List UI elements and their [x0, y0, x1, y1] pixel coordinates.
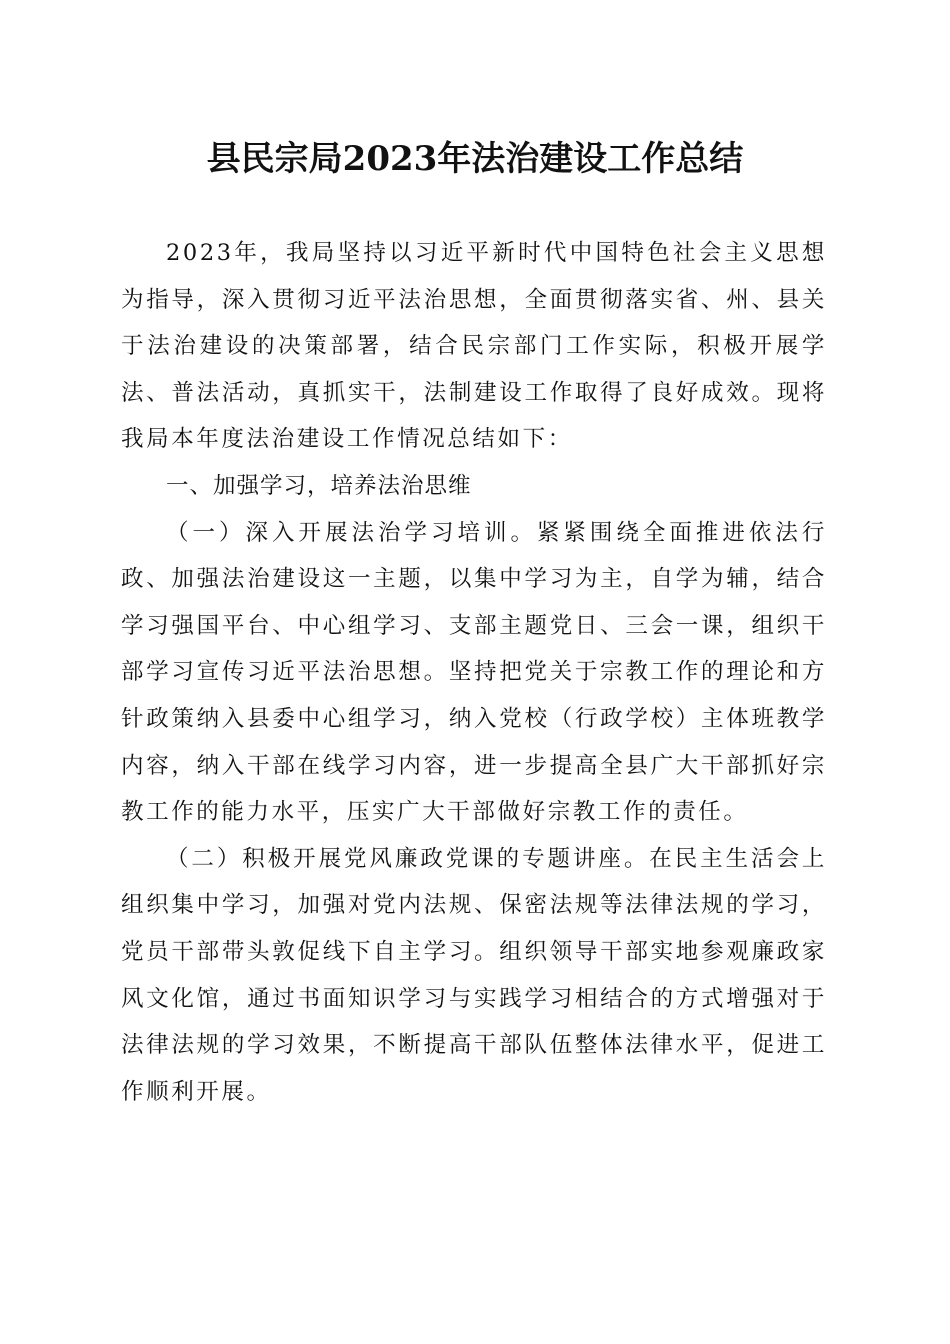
item-paragraph-1: [121, 510, 827, 836]
intro-paragraph: 2023年，我局坚持以习近平新时代中国特色社会主义思想为指导，深入贯彻习近平法治思想，全面贯彻落实省、州、县关于法治建设的决策部署，结合民宗部门工作实际，积极开展学法、普法活动，真抓实干，法制建设工作取得了良好成效。现将我局本年度法治建设工作情况总结如下：: [121, 240, 827, 453]
section-heading: 一、加强学习，培养法治思维: [166, 472, 472, 499]
item-lead-2: （二）积极开展党风廉政党课的专题讲座。: [166, 845, 650, 872]
item-paragraph-2: [121, 836, 827, 1116]
document-body: [121, 230, 827, 1115]
item-text-1: 紧紧围绕全面推进依法行政、加强法治建设这一主题，以集中学习为主，自学为辅，结合学习强国平台、中心组学习、支部主题党日、三会一课，组织干部学习宣传习近平法治思想。坚持把党关于宗教工作的理论和方针政策纳入县委中心组学习，纳入党校（行政学校）主体班教学内容，纳入干部在线学习内容，进一步提高全县广大干部抓好宗教工作的能力水平，压实广大干部做好宗教工作的责任。: [121, 519, 827, 826]
item-lead-1: （一）深入开展法治学习培训。: [166, 519, 537, 546]
document-title: 县民宗局2023年法治建设工作总结: [206, 139, 744, 179]
item-text-2: 在民主生活会上组织集中学习，加强对党内法规、保密法规等法律法规的学习，党员干部带头敦促线下自主学习。组织领导干部实地参观廉政家风文化馆，通过书面知识学习与实践学习相结合的方式增强对于法律法规的学习效果，不断提高干部队伍整体法律水平，促进工作顺利开展。: [121, 845, 827, 1105]
